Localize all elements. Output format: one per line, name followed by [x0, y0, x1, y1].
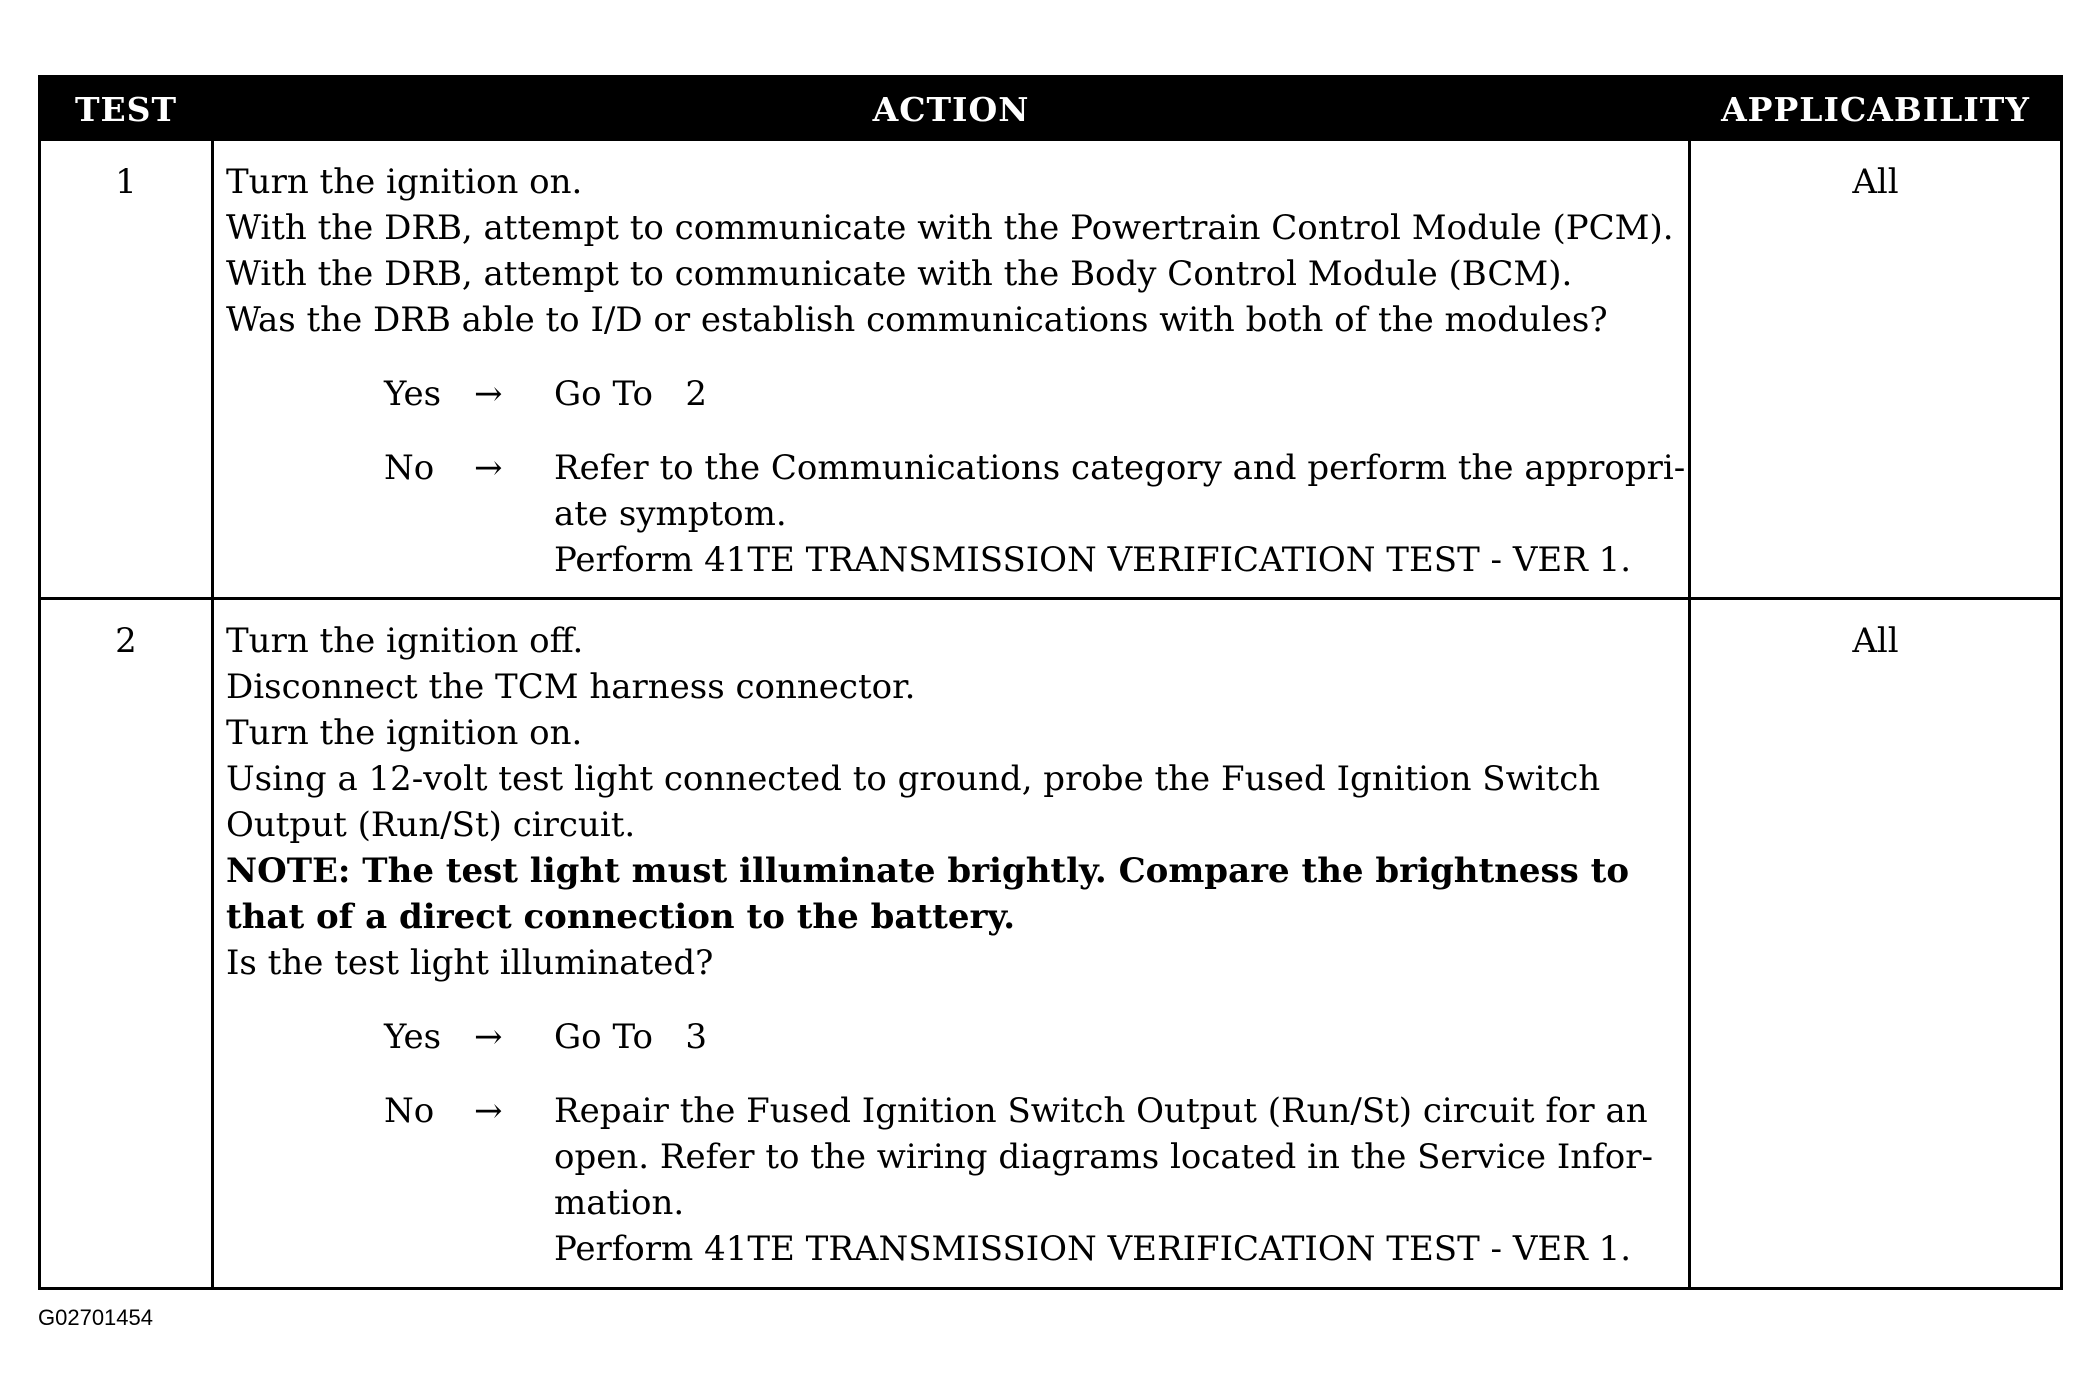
no-result [554, 1088, 1678, 1272]
yes-response [384, 371, 1678, 417]
arrow-icon: → [474, 374, 503, 414]
action-line: Using a 12-volt test light connected to ground, probe the Fused Ignition Switch [226, 759, 1601, 799]
no-response [384, 445, 1686, 583]
no-label: No [384, 1091, 435, 1131]
no-result-line: open. Refer to the wiring diagrams located in the Service Infor- [554, 1137, 1653, 1177]
no-result-line: Repair the Fused Ignition Switch Output (Run/St) circuit for an [554, 1091, 1648, 1131]
yes-result: Go To 3 [554, 1017, 707, 1057]
applicability-value: All [1852, 621, 1899, 661]
no-label: No [384, 448, 435, 488]
arrow-icon: → [474, 1091, 503, 1131]
no-result-line: mation. [554, 1183, 685, 1223]
question-line: Is the test light illuminated? [226, 943, 714, 983]
note-line: that of a direct connection to the battery. [226, 897, 1016, 937]
yes-response [384, 1014, 1678, 1060]
no-result [554, 445, 1685, 583]
diagnostic-table [38, 75, 2063, 1290]
note-line: NOTE: The test light must illuminate brightly. Compare the brightness to [226, 851, 1630, 891]
action-line: Output (Run/St) circuit. [226, 805, 636, 845]
action-line: Was the DRB able to I/D or establish communications with both of the modules? [226, 300, 1608, 340]
no-result-line: Perform 41TE TRANSMISSION VERIFICATION TEST - VER 1. [554, 540, 1632, 580]
header-test: TEST [74, 90, 178, 129]
action-cell [211, 600, 1691, 1287]
action-line: With the DRB, attempt to communicate with the Powertrain Control Module (PCM). [226, 208, 1674, 248]
arrow-icon: → [474, 448, 503, 488]
header-applicability: APPLICABILITY [1721, 90, 2030, 129]
table-row [41, 597, 2060, 1287]
figure-code: G02701454 [38, 1305, 153, 1330]
arrow-icon: → [474, 1017, 503, 1057]
no-result-line: Refer to the Communications category and perform the appropri- [554, 448, 1686, 488]
test-number: 2 [115, 621, 137, 661]
action-line: With the DRB, attempt to communicate with the Body Control Module (BCM). [226, 254, 1573, 294]
yes-result: Go To 2 [554, 374, 707, 414]
yes-label: Yes [384, 374, 442, 414]
action-cell [211, 141, 1691, 597]
no-response [384, 1088, 1678, 1272]
action-line: Turn the ignition on. [226, 713, 583, 753]
table-header [41, 78, 2060, 141]
table-row [41, 141, 2060, 597]
action-line: Turn the ignition off. [226, 621, 584, 661]
applicability-value: All [1852, 162, 1899, 202]
no-result-line: Perform 41TE TRANSMISSION VERIFICATION TEST - VER 1. [554, 1229, 1632, 1269]
header-action: ACTION [872, 90, 1030, 129]
test-number: 1 [115, 162, 137, 202]
action-line: Turn the ignition on. [226, 162, 583, 202]
yes-label: Yes [384, 1017, 442, 1057]
action-line: Disconnect the TCM harness connector. [226, 667, 916, 707]
no-result-line: ate symptom. [554, 494, 787, 534]
